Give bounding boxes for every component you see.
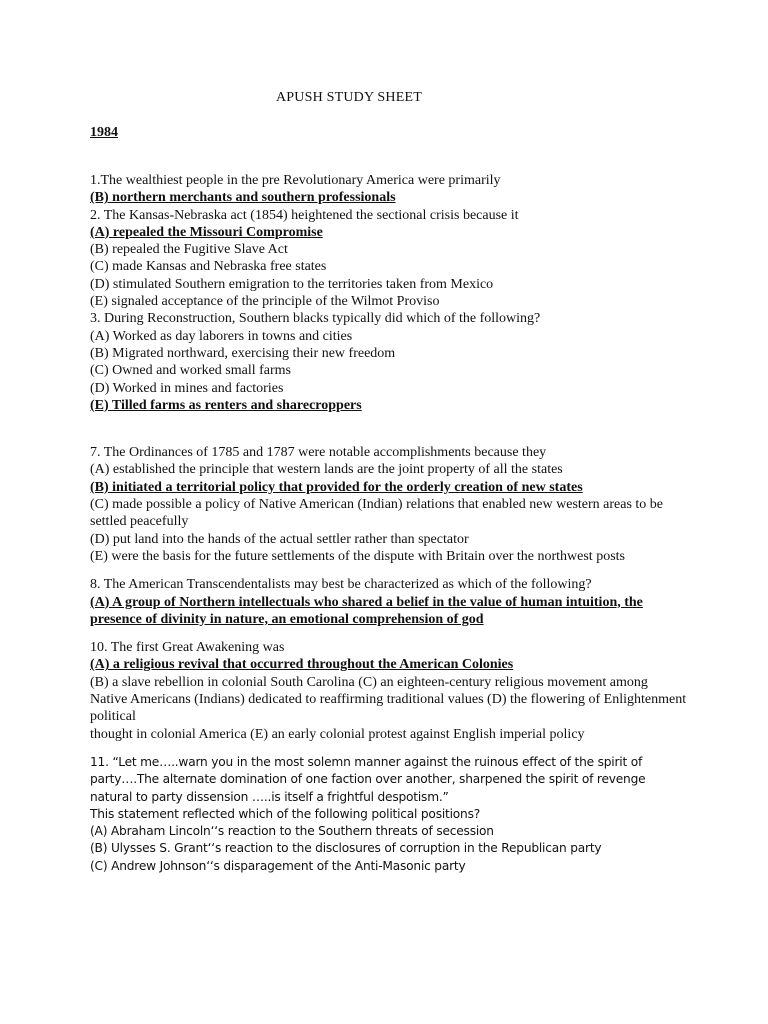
question-7-option-c: (C) made possible a policy of Native American (Indian) relations that enabled new western areas to be settled peacefully [90,497,664,530]
section-spacer [90,743,688,754]
question-11-quote: 11. “Let me…..warn you in the most solemn manner against the ruinous effect of the spirit of [90,754,643,769]
question-2-option: (E) signaled acceptance of the principle of the Wilmot Proviso [90,294,440,310]
question-3-answer: (E) Tilled farms as renters and sharecroppers [90,397,362,413]
question-11-quote: party….The alternate domination of one faction over another, sharpened the spirit of revenge [90,772,646,787]
question-3-option: (D) Worked in mines and factories [90,380,284,396]
question-2-option: (D) stimulated Southern emigration to the territories taken from Mexico [90,276,494,292]
document-title: APUSH STUDY SHEET [275,90,422,105]
question-11-quote: natural to party dissension …..is itself a frightful despotism.” [90,789,449,804]
question-7-option-a: (A) established the principle that western lands are the joint property of all the states [90,462,563,478]
question-11-text: This statement reflected which of the following political positions? [90,806,480,821]
question-3-option: (B) Migrated northward, exercising their new freedom [90,345,396,361]
question-10-options: (B) a slave rebellion in colonial South Carolina (C) an eighteen-century religious movement among Native Americans (Indians) dedicated to reaffirming traditional values (D) the flowering of Enlightenment political [90,674,687,725]
exam-year-heading: 1984 [90,125,118,140]
question-2-option: (C) made Kansas and Nebraska free states [90,259,327,275]
question-list [90,172,688,875]
question-10-options-continued: thought in colonial America (E) an early colonial protest against English imperial policy [90,726,585,742]
question-7-option-e: (E) were the basis for the future settlements of the dispute with Britain over the northwest posts [90,548,625,564]
question-8-text: 8. The American Transcendentalists may best be characterized as which of the following? [90,577,592,593]
question-7-option-d: (D) put land into the hands of the actual settler rather than spectator [90,531,469,547]
question-7-answer: (B) initiated a territorial policy that provided for the orderly creation of new states [90,479,583,495]
question-11-option: (A) Abraham Lincoln‘‘s reaction to the Southern threats of secession [90,824,494,839]
question-8-answer: (A) A group of Northern intellectuals who shared a belief in the value of human intuition, the presence of divinity in nature, an emotional comprehension of god [90,594,643,627]
question-3-text: 3. During Reconstruction, Southern blacks typically did which of the following? [90,311,541,327]
question-11-option: (B) Ulysses S. Grant‘‘s reaction to the disclosures of corruption in the Republican party [90,841,602,856]
question-3-option: (A) Worked as day laborers in towns and cities [90,328,353,344]
section-spacer [90,414,688,444]
question-3-option: (C) Owned and worked small farms [90,363,292,379]
question-2-option: (B) repealed the Fugitive Slave Act [90,242,288,258]
question-10-text: 10. The first Great Awakening was [90,640,285,656]
question-11-option: (C) Andrew Johnson‘‘s disparagement of the Anti-Masonic party [90,858,466,873]
question-2-text: 2. The Kansas-Nebraska act (1854) heightened the sectional crisis because it [90,207,519,223]
question-1-answer: (B) northern merchants and southern professionals [90,190,396,206]
question-2-answer: (A) repealed the Missouri Compromise [90,224,323,240]
section-spacer [90,628,688,639]
question-1-text: 1.The wealthiest people in the pre Revolutionary America were primarily [90,173,501,188]
section-spacer [90,565,688,576]
question-7-text: 7. The Ordinances of 1785 and 1787 were notable accomplishments because they [90,445,547,461]
question-11-block [90,754,688,875]
question-10-answer: (A) a religious revival that occurred throughout the American Colonies [90,657,514,673]
